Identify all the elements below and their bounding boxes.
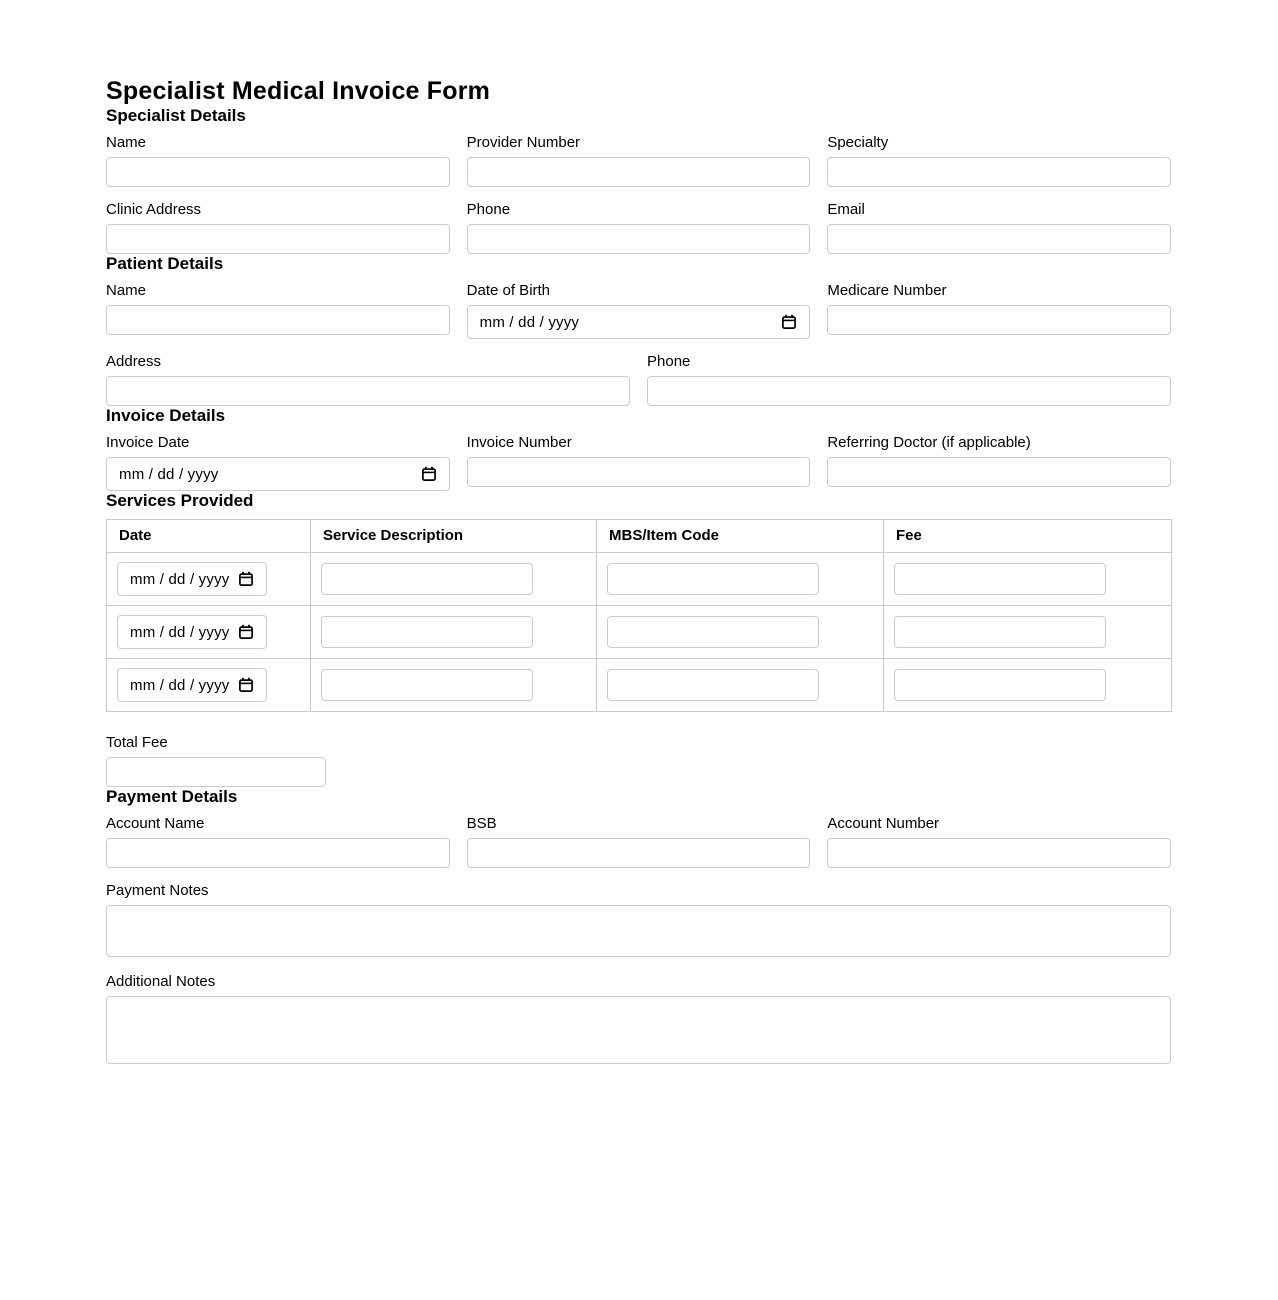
bsb-input[interactable] <box>467 838 811 868</box>
service-3-fee-cell <box>884 659 1172 712</box>
clinic-address-label: Clinic Address <box>106 201 202 218</box>
payment-notes-textarea[interactable] <box>106 905 1171 957</box>
specialist-phone-input[interactable] <box>467 224 811 254</box>
additional-notes-label: Additional Notes <box>106 973 216 990</box>
service-1-description-cell <box>311 553 597 606</box>
medicare-number-label: Medicare Number <box>827 282 947 299</box>
specialist-details-heading: Specialist Details <box>106 106 246 125</box>
service-2-fee-cell <box>884 606 1172 659</box>
invoice-date-label: Invoice Date <box>106 434 190 451</box>
field-invoice-number <box>467 434 811 491</box>
field-patient-address <box>106 353 630 406</box>
field-patient-phone <box>647 353 1171 406</box>
field-specialist-phone <box>467 201 811 254</box>
calendar-icon[interactable] <box>238 677 254 693</box>
field-account-name <box>106 815 450 868</box>
account-name-input[interactable] <box>106 838 450 868</box>
date-of-birth-label: Date of Birth <box>466 282 551 299</box>
services-provided-heading: Services Provided <box>106 491 254 510</box>
patient-address-label: Address <box>106 353 162 370</box>
field-specialist-email <box>827 201 1171 254</box>
invoice-form <box>106 0 1171 1144</box>
date-placeholder-text: mm / dd / yyyy <box>479 313 580 331</box>
payment-notes-label: Payment Notes <box>106 882 209 899</box>
clinic-address-input[interactable] <box>106 224 450 254</box>
field-account-number <box>827 815 1171 868</box>
specialty-input[interactable] <box>827 157 1171 187</box>
service-1-description-input[interactable] <box>321 563 533 595</box>
patient-address-input[interactable] <box>106 376 630 406</box>
date-placeholder-text: mm / dd / yyyy <box>130 570 230 588</box>
calendar-icon[interactable] <box>421 466 437 482</box>
service-3-date-cell <box>107 659 311 712</box>
specialty-label: Specialty <box>827 134 889 151</box>
service-1-date-input[interactable] <box>117 562 267 596</box>
field-specialist-name <box>106 134 450 187</box>
patient-name-label: Name <box>106 282 147 299</box>
specialist-email-label: Email <box>827 201 865 218</box>
calendar-icon[interactable] <box>238 624 254 640</box>
invoice-details-heading: Invoice Details <box>106 406 226 425</box>
invoice-number-label: Invoice Number <box>466 434 572 451</box>
date-placeholder-text: mm / dd / yyyy <box>119 465 219 483</box>
field-additional-notes <box>106 973 1171 1064</box>
patient-address-grid <box>106 353 1171 406</box>
patient-phone-label: Phone <box>647 353 691 370</box>
field-patient-name <box>106 282 450 339</box>
field-referring-doctor <box>827 434 1171 491</box>
provider-number-input[interactable] <box>467 157 811 187</box>
services-table <box>106 519 1172 712</box>
invoice-date-input[interactable] <box>106 457 450 491</box>
payment-details-heading: Payment Details <box>106 787 238 806</box>
service-2-fee-input[interactable] <box>894 616 1106 648</box>
services-col-date: Date <box>107 520 311 553</box>
patient-details-grid <box>106 282 1171 339</box>
referring-doctor-label: Referring Doctor (if applicable) <box>827 434 1031 451</box>
service-2-date-cell <box>107 606 311 659</box>
service-1-date-cell <box>107 553 311 606</box>
field-bsb <box>467 815 811 868</box>
service-row-3 <box>107 659 1172 712</box>
services-header-row <box>107 520 1172 553</box>
service-2-description-cell <box>311 606 597 659</box>
services-col-description: Service Description <box>311 520 597 553</box>
provider-number-label: Provider Number <box>466 134 581 151</box>
services-col-mbs-code: MBS/Item Code <box>597 520 884 553</box>
service-3-mbs-code-cell <box>597 659 884 712</box>
date-of-birth-input[interactable] <box>467 305 811 339</box>
total-fee-input[interactable] <box>106 757 326 787</box>
service-3-date-input[interactable] <box>117 668 267 702</box>
service-row-1 <box>107 553 1172 606</box>
service-1-fee-input[interactable] <box>894 563 1106 595</box>
service-3-fee-input[interactable] <box>894 669 1106 701</box>
service-2-mbs-code-cell <box>597 606 884 659</box>
field-provider-number <box>467 134 811 187</box>
page-title: Specialist Medical Invoice Form <box>106 77 491 105</box>
field-total-fee <box>106 734 326 787</box>
service-2-description-input[interactable] <box>321 616 533 648</box>
field-date-of-birth <box>467 282 811 339</box>
total-fee-label: Total Fee <box>106 734 168 751</box>
service-1-mbs-code-cell <box>597 553 884 606</box>
patient-phone-input[interactable] <box>647 376 1171 406</box>
patient-name-input[interactable] <box>106 305 450 335</box>
service-1-fee-cell <box>884 553 1172 606</box>
calendar-icon[interactable] <box>238 571 254 587</box>
patient-details-heading: Patient Details <box>106 254 224 273</box>
payment-details-grid <box>106 815 1171 868</box>
medicare-number-input[interactable] <box>827 305 1171 335</box>
service-3-description-input[interactable] <box>321 669 533 701</box>
field-payment-notes <box>106 882 1171 957</box>
service-3-description-cell <box>311 659 597 712</box>
additional-notes-textarea[interactable] <box>106 996 1171 1064</box>
invoice-number-input[interactable] <box>467 457 811 487</box>
specialist-name-input[interactable] <box>106 157 450 187</box>
bsb-label: BSB <box>466 815 497 832</box>
specialist-email-input[interactable] <box>827 224 1171 254</box>
service-row-2 <box>107 606 1172 659</box>
service-2-date-input[interactable] <box>117 615 267 649</box>
service-1-mbs-code-input[interactable] <box>607 563 819 595</box>
services-col-fee: Fee <box>884 520 1172 553</box>
specialist-name-label: Name <box>106 134 147 151</box>
invoice-details-grid <box>106 434 1171 491</box>
field-invoice-date <box>106 434 450 491</box>
account-number-input[interactable] <box>827 838 1171 868</box>
calendar-icon[interactable] <box>781 314 797 330</box>
field-clinic-address <box>106 201 450 254</box>
date-placeholder-text: mm / dd / yyyy <box>130 623 230 641</box>
service-2-mbs-code-input[interactable] <box>607 616 819 648</box>
service-3-mbs-code-input[interactable] <box>607 669 819 701</box>
specialist-details-grid <box>106 134 1171 254</box>
field-specialty <box>827 134 1171 187</box>
date-placeholder-text: mm / dd / yyyy <box>130 676 230 694</box>
specialist-phone-label: Phone <box>466 201 511 218</box>
account-number-label: Account Number <box>827 815 940 832</box>
referring-doctor-input[interactable] <box>827 457 1171 487</box>
account-name-label: Account Name <box>106 815 205 832</box>
field-medicare-number <box>827 282 1171 339</box>
